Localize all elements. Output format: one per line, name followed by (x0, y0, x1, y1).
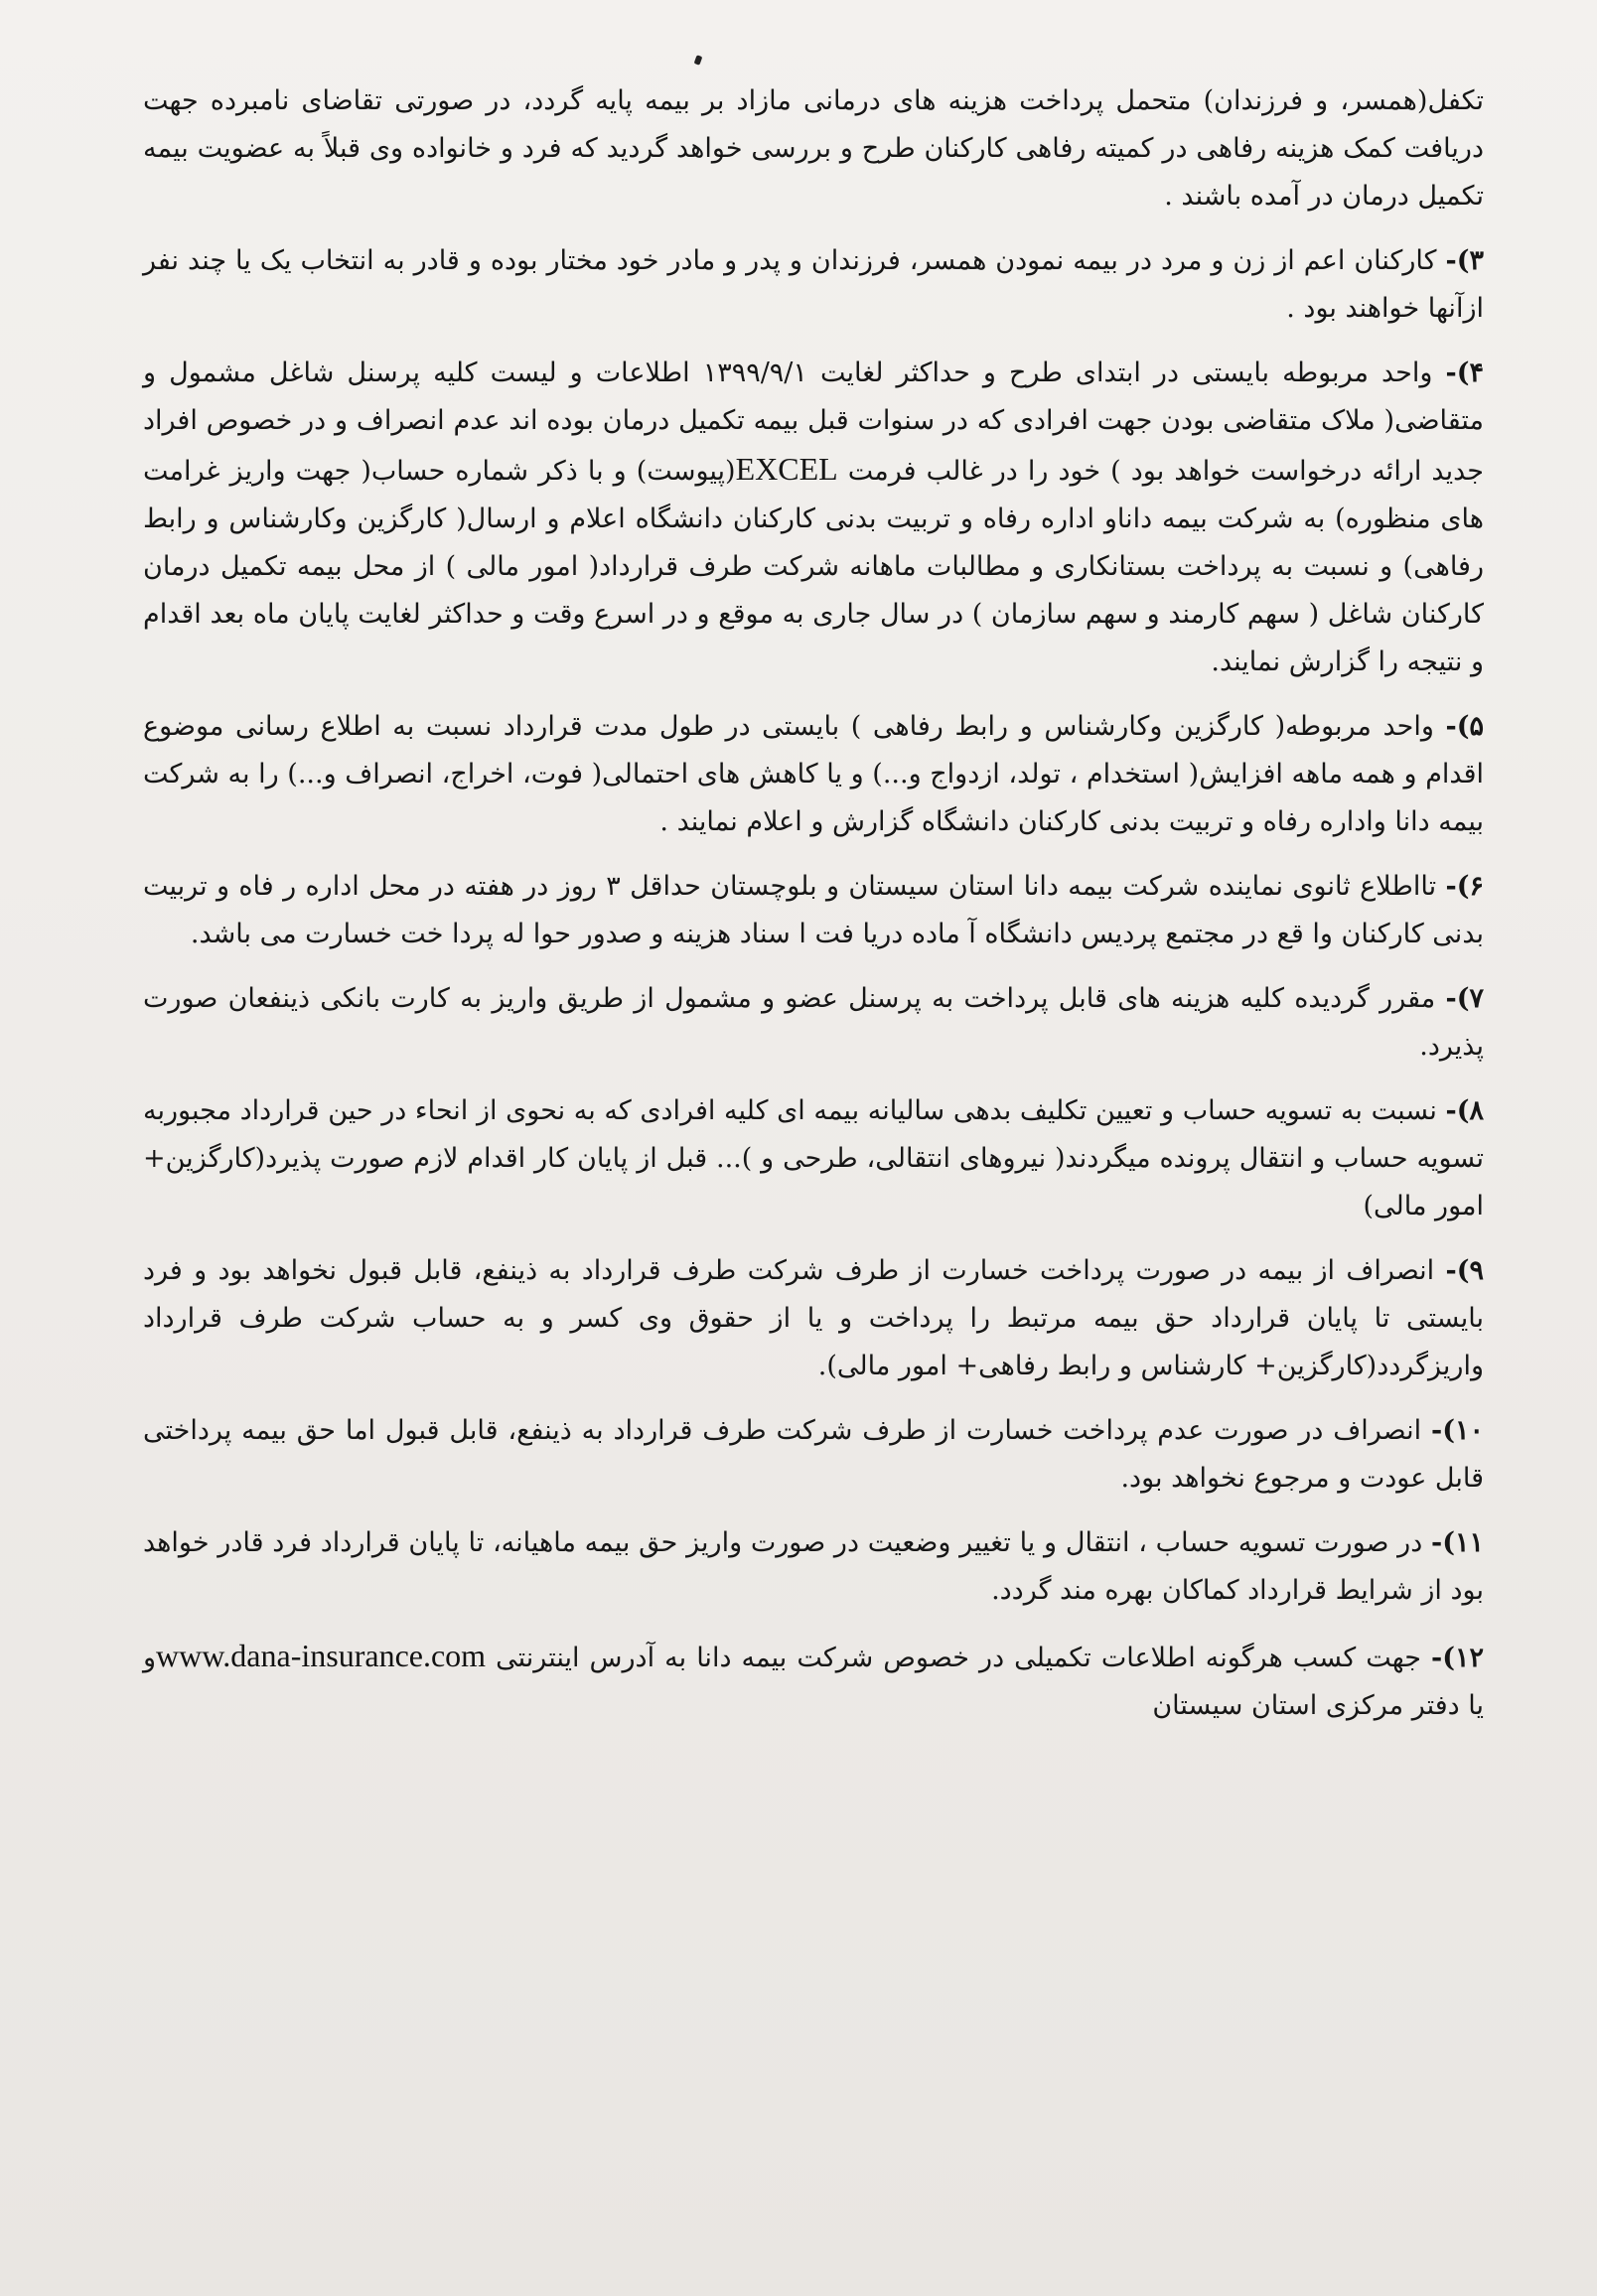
paragraph-text: تااطلاع ثانوی نماینده شرکت بیمه دانا استان سیستان و بلوچستان حداقل ۳ روز در هفته در محل اداره ر فاه و تربیت بدنی کارکنان وا قع در مجتمع پردیس دانشگاه آ ماده دریا فت ا سناد هزینه و صدور حوا له پردا خت خسارت می باشد. (143, 871, 1484, 949)
paragraph-5 (143, 703, 1484, 846)
paragraph-text: در صورت تسویه حساب ، انتقال و یا تغییر وضعیت در صورت واریز حق بیمه ماهیانه، تا پایان قرارداد فرد قادر خواهد بود از شرایط قرارداد کماکان بهره مند گردد. (143, 1527, 1484, 1606)
excel-format-term: EXCEL (735, 451, 838, 487)
paragraph-continuation (143, 77, 1484, 220)
paragraph-text: انصراف در صورت عدم پرداخت خسارت از طرف شرکت طرف قرارداد به ذینفع، قابل قبول اما حق بیمه پرداختی قابل عودت و مرجوع نخواهد بود. (143, 1415, 1484, 1494)
paragraph-text-continued: (پیوست) و با ذکر شماره حساب( جهت واریز غرامت های منظوره) به شرکت بیمه داناو اداره رفاه و تربیت بدنی کارکنان دانشگاه اعلام و ارسال( کارگزین وکارشناس و رابط رفاهی) و نسبت به پرداخت بستانکاری و مطالبات ماهانه شرکت طرف قرارداد( امور مالی ) از محل بیمه تکمیل درمان کارکنان شاغل ( سهم کارمند و سهم سازمان ) در سال جاری به موقع و در اسرع وقت و حداکثر لغایت پایان ماه بعد اقدام و نتیجه را گزارش نمایند. (143, 456, 1484, 677)
paragraph-12 (143, 1632, 1484, 1730)
paragraph-number: ۱۲)- (1430, 1643, 1484, 1673)
paragraph-number: ۱۱)- (1431, 1527, 1484, 1558)
document-body (143, 77, 1484, 1747)
paragraph-9 (143, 1247, 1484, 1390)
paragraph-number: ۷)- (1445, 983, 1484, 1014)
paragraph-6 (143, 863, 1484, 958)
website-link[interactable]: www.dana-insurance.com (156, 1638, 487, 1673)
paragraph-number: ۵)- (1445, 711, 1485, 742)
paragraph-7 (143, 975, 1484, 1071)
paragraph-3 (143, 237, 1484, 333)
paragraph-text: نسبت به تسویه حساب و تعیین تکلیف بدهی سالیانه بیمه ای کلیه افرادی که به نحوی از انحاء در حین قرارداد مجبوربه تسویه حساب و انتقال پرونده میگردند( نیروهای انتقالی، طرحی و )... قبل از پایان کار اقدام لازم صورت پذیرد(کارگزین+ امور مالی) (143, 1095, 1484, 1221)
paragraph-text: کارکنان اعم از زن و مرد در بیمه نمودن همسر، فرزندان و پدر و مادر خود مختار بوده و قادر به انتخاب یک یا چند نفر ازآنها خواهند بود . (143, 245, 1484, 324)
paragraph-10 (143, 1407, 1484, 1503)
paragraph-number: ۱۰)- (1430, 1415, 1484, 1446)
paragraph-text: انصراف از بیمه در صورت پرداخت خسارت از طرف شرکت طرف قرارداد به ذینفع، قابل قبول نخواهد بود و فرد بایستی تا پایان قرارداد حق بیمه مرتبط را پرداخت و یا از حقوق وی کسر و به حساب شرکت طرف قرارداد واریزگردد(کارگزین+ کارشناس و رابط رفاهی+ امور مالی). (143, 1255, 1484, 1381)
paragraph-11 (143, 1519, 1484, 1615)
paragraph-8 (143, 1087, 1484, 1230)
paragraph-number: ۳)- (1445, 245, 1484, 276)
paragraph-4 (143, 350, 1484, 686)
ink-mark (694, 55, 703, 66)
paragraph-number: ۹)- (1445, 1255, 1484, 1286)
paragraph-text: واحد مربوطه( کارگزین وکارشناس و رابط رفاهی ) بایستی در طول مدت قرارداد نسبت به اطلاع رسانی موضوع اقدام و همه ماهه افزایش( استخدام ، تولد، ازدواج و...) و یا کاهش های احتمالی( فوت، اخراج، انصراف و...) را به شرکت بیمه دانا واداره رفاه و تربیت بدنی کارکنان دانشگاه گزارش و اعلام نمایند . (143, 711, 1484, 837)
paragraph-text: جهت کسب هرگونه اطلاعات تکمیلی در خصوص شرکت بیمه دانا به آدرس اینترنتی (496, 1643, 1421, 1673)
paragraph-number: ۸)- (1445, 1095, 1485, 1126)
paragraph-text: مقرر گردیده کلیه هزینه های قابل پرداخت به پرسنل عضو و مشمول از طریق واریز به کارت بانکی ذینفعان صورت پذیرد. (143, 983, 1484, 1062)
paragraph-text-continued: و یا دفتر مرکزی استان سیستان (143, 1643, 1484, 1721)
paragraph-text: واحد مربوطه بایستی در ابتدای طرح و حداکثر لغایت ۱۳۹۹/۹/۱ اطلاعات و لیست کلیه پرسنل شاغل مشمول و متقاضی( ملاک متقاضی بودن جهت افرادی که در سنوات قبل بیمه تکمیل درمان بوده اند عدم انصراف و در خصوص افراد جدید ارائه درخواست خواهد بود ) خود را در غالب فرمت (143, 358, 1484, 487)
paragraph-number: ۴)- (1445, 358, 1484, 388)
paragraph-number: ۶)- (1445, 871, 1485, 902)
paragraph-text: تکفل(همسر، و فرزندان) متحمل پرداخت هزینه های درمانی مازاد بر بیمه پایه گردد، در صورتی تقاضای نامبرده جهت دریافت کمک هزینه رفاهی در کمیته رفاهی کارکنان طرح و بررسی خواهد گردید که فرد و خانواده وی قبلاً به عضویت بیمه تکمیل درمان در آمده باشند . (143, 85, 1484, 212)
